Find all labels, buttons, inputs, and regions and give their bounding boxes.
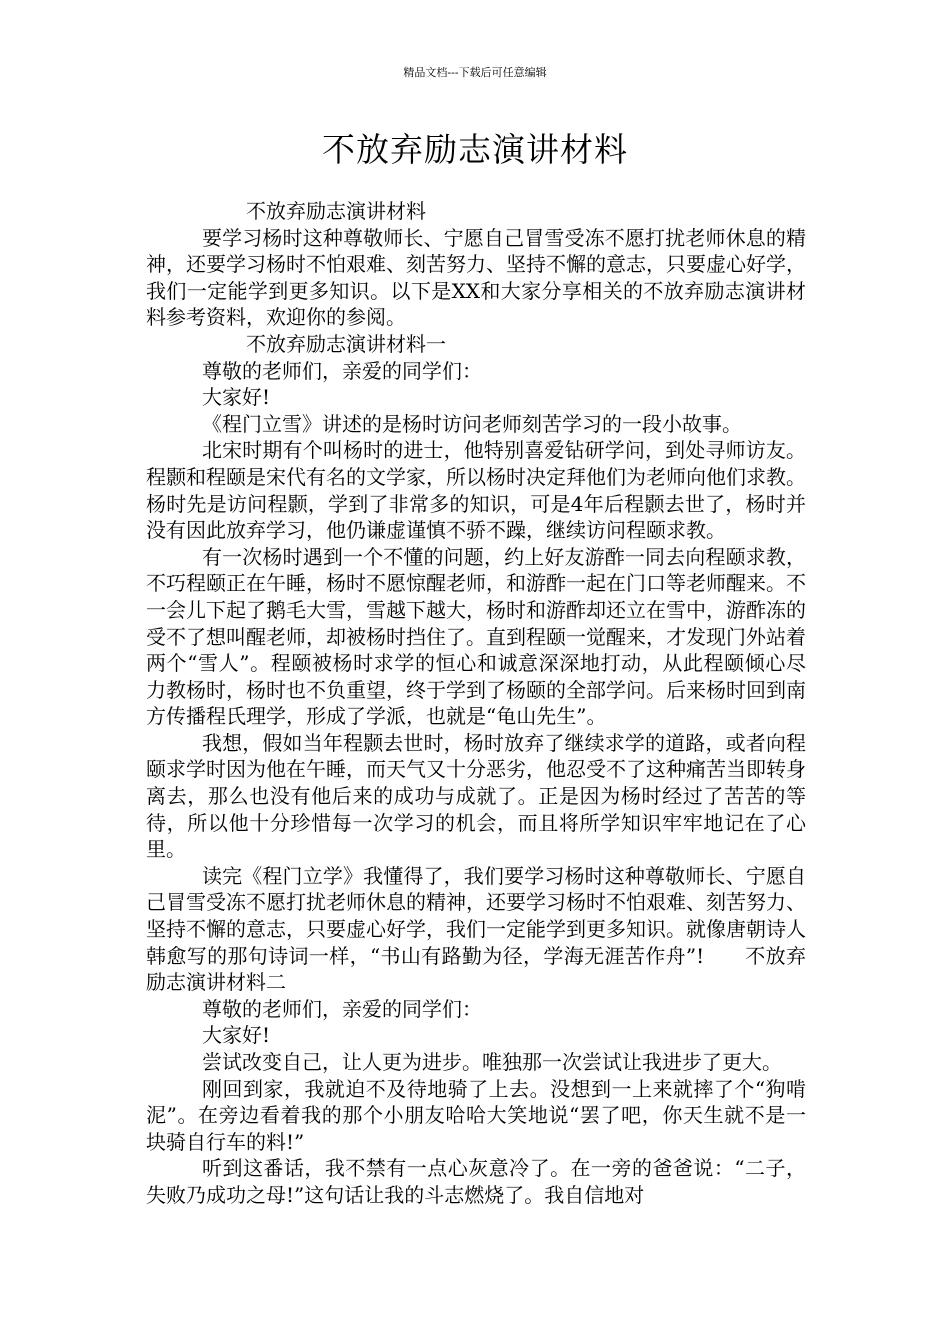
body-paragraph: 有一次杨时遇到一个不懂的问题，约上好友游酢一同去向程颐求教，不巧程颐正在午睡，杨时不愿惊醒老师，和游酢一起在门口等老师醒来。不一会儿下起了鹅毛大雪，雪越下越大，杨时和游酢却还立在雪中，游酢冻的受不了想叫醒老师，却被杨时挡住了。直到程颐一觉醒来，才发现门外站着两个“雪人”。程颐被杨时求学的恒心和诚意深深地打动，从此程颐倾心尽力教杨时，杨时也不负重望，终于学到了杨颐的全部学问。后来杨时回到南方传播程氏理学，形成了学派，也就是“龟山先生”。 — [146, 544, 806, 729]
body-paragraph: 读完《程门立学》我懂得了，我们要学习杨时这种尊敬师长、宁愿自己冒雪受冻不愿打扰老师休息的精神，还要学习杨时不怕艰难、刻苦努力、坚持不懈的意志，只要虚心好学，我们一定能学到更多知识。就像唐朝诗人韩愈写的那句诗词一样，“书山有路勤为径，学海无涯苦作舟”! 不放弃励志演讲材料二 — [146, 863, 806, 995]
body-paragraph: 刚回到家，我就迫不及待地骑了上去。没想到一上来就摔了个“狗啃泥”。在旁边看着我的那个小朋友哈哈大笑地说“罢了吧，你天生就不是一块骑自行车的料!” — [146, 1076, 806, 1154]
body-paragraph: 北宋时期有个叫杨时的进士，他特别喜爱钻研学问，到处寻师访友。程颢和程颐是宋代有名的文学家，所以杨时决定拜他们为老师向他们求教。杨时先是访问程颢，学到了非常多的知识，可是4年后程颢去世了，杨时并没有因此放弃学习，他仍谦虚谨慎不骄不躁，继续访问程颐求教。 — [146, 438, 806, 543]
section-heading-1: 不放弃励志演讲材料一 — [246, 331, 446, 356]
greeting: 大家好! — [202, 385, 271, 410]
body-paragraph: 听到这番话，我不禁有一点心灰意冷了。在一旁的爸爸说：“二子，失败乃成功之母!”这句话让我的斗志燃烧了。我自信地对 — [146, 1156, 806, 1207]
body-paragraph: 《程门立雪》讲述的是杨时访问老师刻苦学习的一段小故事。 — [202, 411, 742, 436]
salutation: 尊敬的老师们，亲爱的同学们： — [202, 358, 482, 383]
document-body — [146, 198, 806, 1209]
intro-paragraph: 要学习杨时这种尊敬师长、宁愿自己冒雪受冻不愿打扰老师休息的精神，还要学习杨时不怕艰难、刻苦努力、坚持不懈的意志，只要虚心好学，我们一定能学到更多知识。以下是XX和大家分享相关的不放弃励志演讲材料参考资料，欢迎你的参阅。 — [146, 225, 806, 330]
page-header: 精品文档---下载后可任意编辑 — [403, 66, 547, 79]
subtitle-paragraph: 不放弃励志演讲材料 — [246, 199, 426, 223]
salutation: 尊敬的老师们，亲爱的同学们： — [202, 996, 482, 1021]
body-paragraph: 尝试改变自己，让人更为进步。唯独那一次尝试让我进步了更大。 — [202, 1050, 782, 1074]
body-paragraph: 我想，假如当年程颢去世时，杨时放弃了继续求学的道路，或者向程颐求学时因为他在午睡，而天气又十分恶劣，他忍受不了这种痛苦当即转身离去，那么也没有他后来的成功与成就了。正是因为杨时经过了苦苦的等待，所以他十分珍惜每一次学习的机会，而且将所学知识牢牢地记在了心里。 — [146, 730, 806, 862]
greeting: 大家好! — [202, 1023, 271, 1048]
document-title: 不放弃励志演讲材料 — [322, 130, 628, 169]
